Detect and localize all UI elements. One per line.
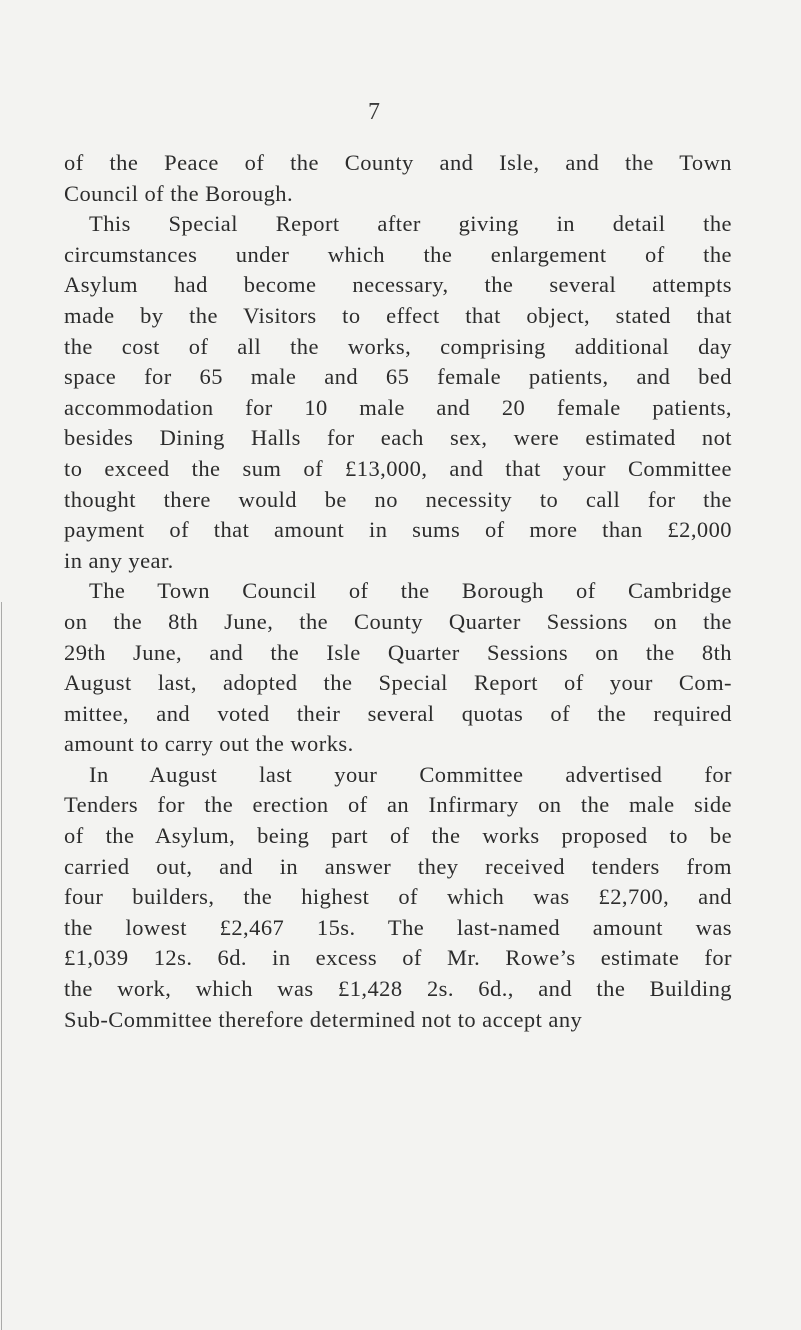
page-number: 7 — [368, 99, 380, 125]
text-line: space for 65 male and 65 female patients, and bed — [64, 364, 732, 390]
body-text — [64, 148, 732, 1035]
binding-edge-line — [1, 602, 2, 1330]
text-line: 29th June, and the Isle Quarter Sessions on the 8th — [64, 639, 732, 665]
paragraph — [64, 209, 732, 576]
text-line: payment of that amount in sums of more than £2,000 — [64, 517, 732, 543]
text-line: besides Dining Halls for each sex, were estimated not — [64, 425, 732, 451]
text-line: accommodation for 10 male and 20 female patients, — [64, 394, 732, 420]
text-line: the lowest £2,467 15s. The last-named amount was — [64, 914, 732, 940]
text-line: the work, which was £1,428 2s. 6d., and the Building — [64, 976, 732, 1002]
paragraph — [64, 148, 732, 209]
text-line: thought there would be no necessity to call for the — [64, 486, 732, 512]
text-line: In August last your Committee advertised for — [89, 761, 732, 787]
text-line: of the Asylum, being part of the works proposed to be — [64, 823, 732, 849]
text-line: The Town Council of the Borough of Cambridge — [89, 578, 732, 604]
text-line: circumstances under which the enlargement of the — [64, 241, 732, 267]
text-line: mittee, and voted their several quotas of the required — [64, 700, 732, 726]
text-line: August last, adopted the Special Report of your Com- — [64, 670, 732, 696]
paragraph — [64, 760, 732, 1035]
text-line: Sub-Committee therefore determined not to accept any — [64, 1006, 583, 1032]
text-line: to exceed the sum of £13,000, and that your Committee — [64, 455, 732, 481]
text-line: the cost of all the works, comprising additional day — [64, 333, 732, 359]
text-line: amount to carry out the works. — [64, 731, 354, 757]
text-line: Asylum had become necessary, the several attempts — [64, 272, 732, 298]
text-line: made by the Visitors to effect that object, stated that — [64, 302, 732, 328]
text-line: in any year. — [64, 547, 174, 573]
text-line: carried out, and in answer they received tenders from — [64, 853, 732, 879]
paragraph — [64, 576, 732, 760]
text-line: Tenders for the erection of an Infirmary on the male side — [64, 792, 732, 818]
text-line: £1,039 12s. 6d. in excess of Mr. Rowe’s estimate for — [64, 945, 732, 971]
text-line: on the 8th June, the County Quarter Sessions on the — [64, 608, 732, 634]
text-line: This Special Report after giving in detail the — [89, 211, 732, 237]
text-line: four builders, the highest of which was £2,700, and — [64, 884, 732, 910]
text-line: of the Peace of the County and Isle, and the Town — [64, 150, 732, 175]
text-line: Council of the Borough. — [64, 180, 294, 206]
